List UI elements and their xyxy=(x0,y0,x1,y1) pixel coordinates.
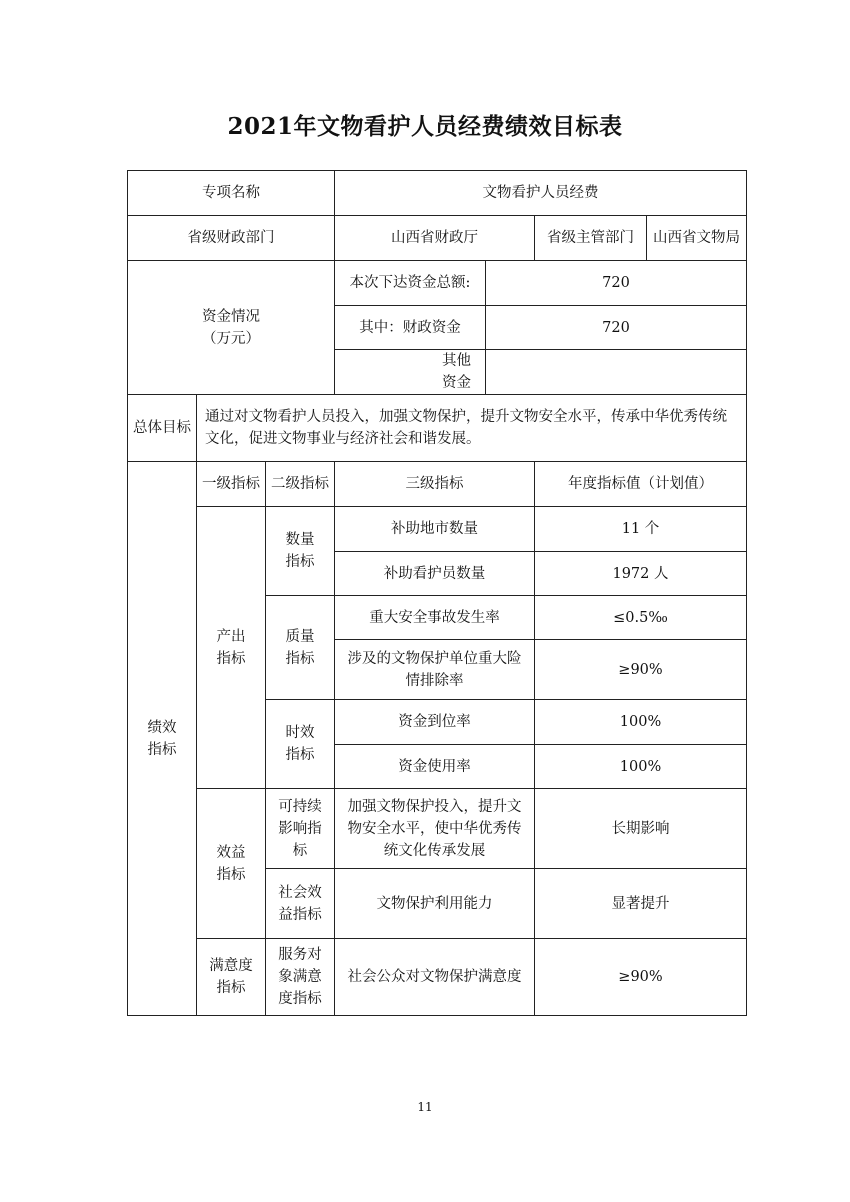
quantity-1-value-cell xyxy=(534,506,747,552)
timeliness-1-name: 资金到位率 xyxy=(398,714,471,730)
sustain-value: 长期影响 xyxy=(611,820,670,837)
funds-total-value-cell xyxy=(485,260,747,306)
quality-2-value: ≥90% xyxy=(618,661,663,678)
level3-header-cell xyxy=(334,461,535,507)
supervisor-label: 省级主管部门 xyxy=(547,230,634,246)
timeliness-1-value-cell xyxy=(534,699,747,745)
service-value-cell xyxy=(534,938,747,1016)
level2-header-cell xyxy=(265,461,335,507)
funds-label-cell xyxy=(127,260,335,395)
quantity-1-value: 11 个 xyxy=(621,521,660,537)
project-label: 专项名称 xyxy=(202,185,260,201)
service-label-cell xyxy=(265,938,335,1016)
quantity-2-name-cell xyxy=(334,551,535,596)
supervisor-value: 山西省文物局 xyxy=(653,230,740,246)
supervisor-label-cell xyxy=(534,215,647,261)
sustain-name: 加强文物保护投入，提升文物安全水平，使中华优秀传统文化传承发展 xyxy=(347,798,522,859)
service-value: ≥90% xyxy=(618,969,663,985)
timeliness-label-cell xyxy=(265,699,335,789)
page-title: 2021年文物看护人员经费绩效目标表 xyxy=(227,113,623,140)
timeliness-2-name: 资金使用率 xyxy=(398,758,471,775)
quality-1-value-cell xyxy=(534,595,747,640)
funds-other-label: 其他 资金 xyxy=(442,353,471,391)
quality-2-name-cell xyxy=(334,639,535,700)
level3-header: 三级指标 xyxy=(405,476,464,492)
timeliness-label: 时效指标 xyxy=(285,725,315,763)
sustain-name-cell xyxy=(334,788,535,869)
quantity-label: 数量指标 xyxy=(285,532,315,570)
timeliness-2-value: 100% xyxy=(619,758,662,775)
sustain-label-cell xyxy=(265,788,335,869)
level1-header: 一级指标 xyxy=(202,476,260,492)
quality-label: 质量指标 xyxy=(285,628,315,667)
finance-dept-label: 省级财政部门 xyxy=(187,230,275,246)
quantity-1-name: 补助地市数量 xyxy=(391,521,478,537)
funds-fiscal-label-cell xyxy=(334,305,486,350)
funds-fiscal-label: 其中：财政资金 xyxy=(359,319,461,336)
project-label-cell xyxy=(127,170,335,216)
service-name-cell xyxy=(334,938,535,1016)
service-name: 社会公众对文物保护满意度 xyxy=(347,969,522,985)
quantity-label-cell xyxy=(265,506,335,596)
quantity-1-name-cell xyxy=(334,506,535,552)
quantity-2-value: 1972 人 xyxy=(612,565,669,582)
social-label: 社会效益指标 xyxy=(278,884,322,923)
finance-dept-label-cell xyxy=(127,215,335,261)
timeliness-1-name-cell xyxy=(334,699,535,745)
social-value-cell xyxy=(534,868,747,939)
output-label-cell xyxy=(196,506,266,789)
service-label: 服务对象满意度指标 xyxy=(278,947,322,1007)
quality-1-name: 重大安全事故发生率 xyxy=(369,609,500,626)
annual-header: 年度指标值（计划值） xyxy=(568,476,713,492)
timeliness-2-value-cell xyxy=(534,744,747,789)
timeliness-2-name-cell xyxy=(334,744,535,789)
funds-label: 资金情况 （万元） xyxy=(202,308,260,347)
supervisor-value-cell xyxy=(646,215,747,261)
performance-label-cell xyxy=(127,461,197,1016)
quality-label-cell xyxy=(265,595,335,700)
sustain-label: 可持续影响指标 xyxy=(278,798,322,859)
output-label: 产出指标 xyxy=(216,628,246,667)
timeliness-1-value: 100% xyxy=(619,714,662,730)
satisfaction-label-cell xyxy=(196,938,266,1016)
funds-fiscal-value-cell xyxy=(485,305,747,350)
funds-total-value: 720 xyxy=(602,275,630,291)
level2-header: 二级指标 xyxy=(271,476,329,492)
annual-header-cell xyxy=(534,461,747,507)
benefit-label-cell xyxy=(196,788,266,939)
social-label-cell xyxy=(265,868,335,939)
level1-header-cell xyxy=(196,461,266,507)
social-value: 显著提升 xyxy=(611,895,670,912)
funds-fiscal-value: 720 xyxy=(602,319,630,336)
funds-other-label-cell xyxy=(334,349,486,395)
page-number: 11 xyxy=(417,1100,433,1114)
funds-other-value-cell xyxy=(485,349,747,395)
overall-label: 总体目标 xyxy=(133,420,191,436)
project-value-cell xyxy=(334,170,747,216)
funds-total-label-cell xyxy=(334,260,486,306)
quantity-2-name: 补助看护员数量 xyxy=(383,565,486,582)
quality-2-value-cell xyxy=(534,639,747,700)
sustain-value-cell xyxy=(534,788,747,869)
satisfaction-label: 满意度指标 xyxy=(209,958,253,996)
benefit-label: 效益指标 xyxy=(216,844,246,883)
overall-text-cell xyxy=(196,394,747,462)
performance-table xyxy=(127,170,747,1016)
overall-text: 通过对文物看护人员投入，加强文物保护，提升文物安全水平，传承中华优秀传统文化，促进文物事业与经济社会和谐发展。 xyxy=(205,409,727,447)
finance-dept-value-cell xyxy=(334,215,535,261)
project-value: 文物看护人员经费 xyxy=(482,185,599,201)
overall-label-cell xyxy=(127,394,197,462)
social-name-cell xyxy=(334,868,535,939)
quality-2-name: 涉及的文物保护单位重大险情排除率 xyxy=(347,650,522,689)
funds-total-label: 本次下达资金总额: xyxy=(349,275,471,291)
social-name: 文物保护利用能力 xyxy=(376,895,493,912)
finance-dept-value: 山西省财政厅 xyxy=(391,230,478,246)
quality-1-name-cell xyxy=(334,595,535,640)
quantity-2-value-cell xyxy=(534,551,747,596)
quality-1-value: ≤0.5‰ xyxy=(613,609,668,626)
performance-label: 绩效指标 xyxy=(147,719,177,758)
